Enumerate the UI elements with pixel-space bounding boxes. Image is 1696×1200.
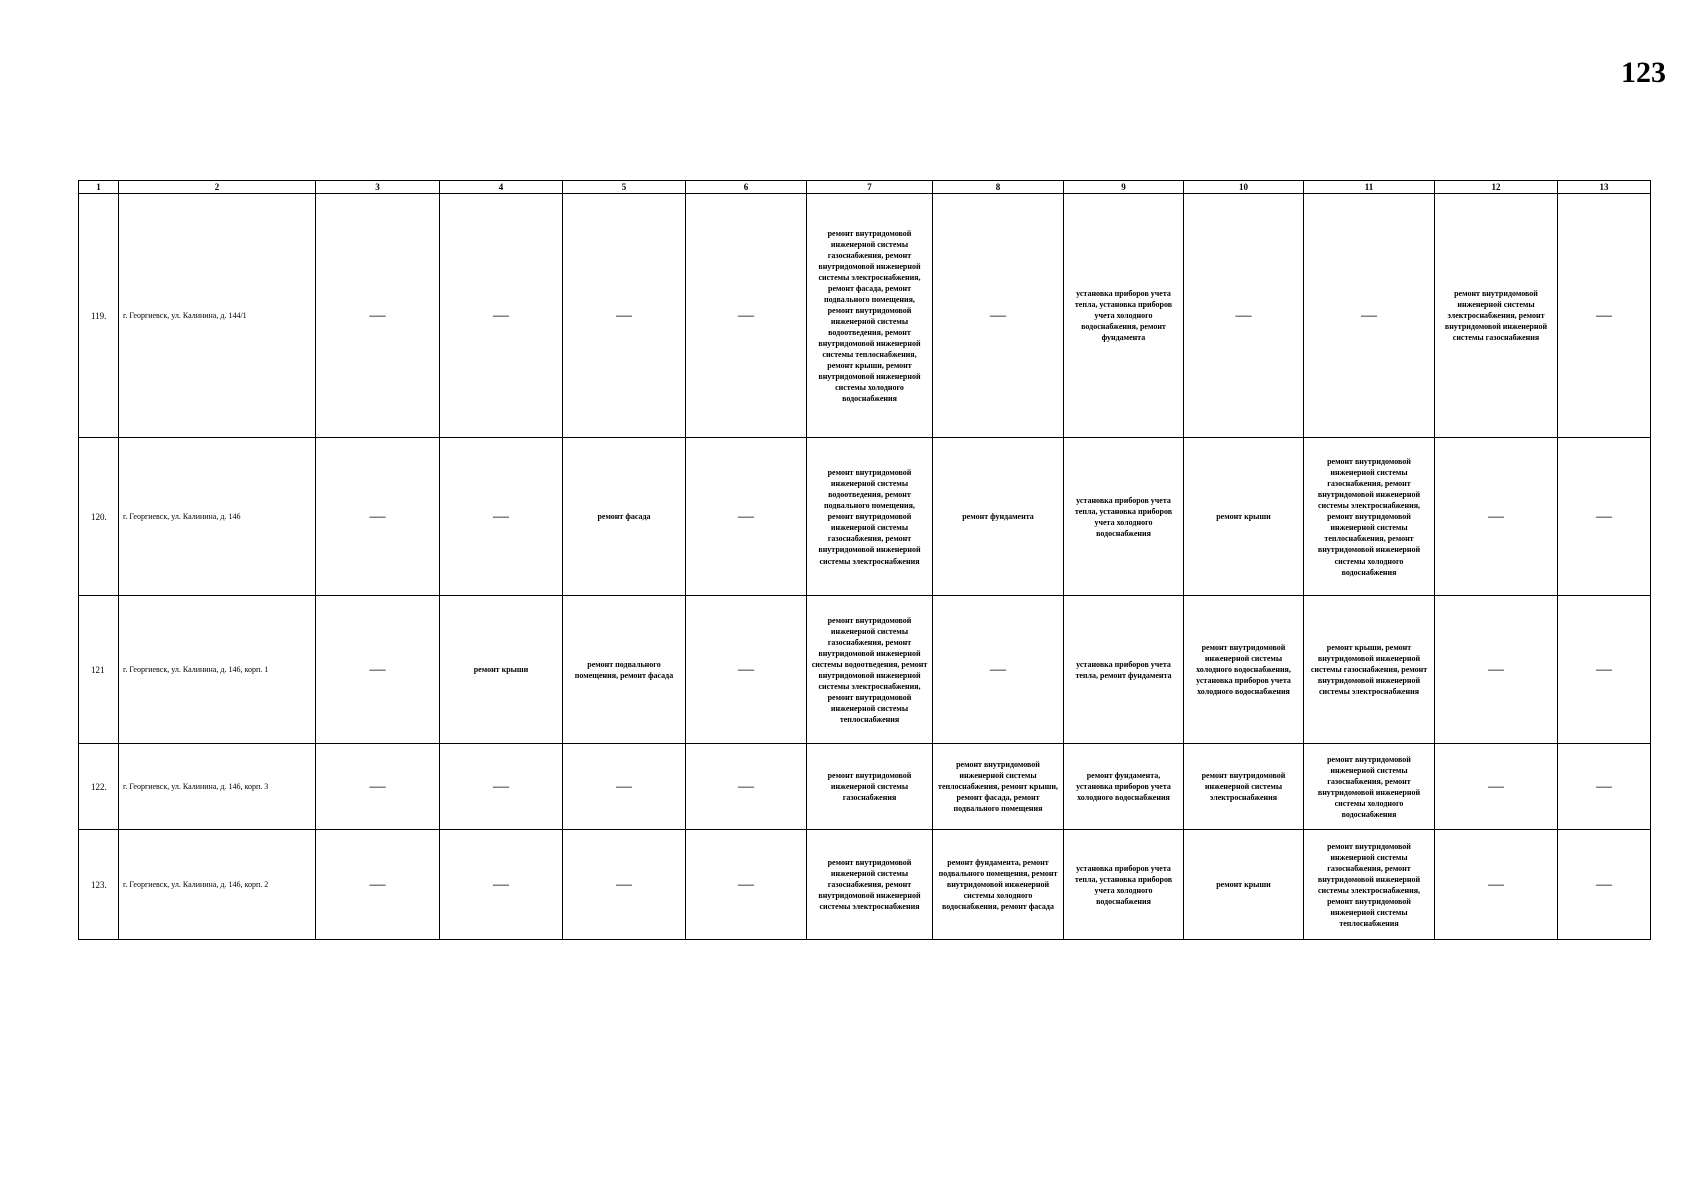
address-cell: г. Георгиевск, ул. Калинина, д. 146	[119, 438, 316, 596]
table-cell: ремонт внутридомовой инженерной системы электроснабжения, ремонт внутридомовой инженерной системы газоснабжения	[1435, 194, 1558, 438]
table-cell: ремонт внутридомовой инженерной системы газоснабжения, ремонт внутридомовой инженерной системы холодного водоснабжения	[1304, 744, 1435, 830]
table-cell: —	[563, 830, 686, 940]
table-cell: —	[1304, 194, 1435, 438]
column-header: 7	[807, 181, 933, 194]
address-cell: г. Георгиевск, ул. Калинина, д. 146, корп. 1	[119, 596, 316, 744]
table-cell: ремонт внутридомовой инженерной системы водоотведения, ремонт подвального помещения, ремонт внутридомовой инженерной системы газоснабжения, ремонт внутридомовой инженерной системы электроснабжения	[807, 438, 933, 596]
table-cell: установка приборов учета тепла, установка приборов учета холодного водоснабжения	[1064, 830, 1184, 940]
address-cell: г. Георгиевск, ул. Калинина, д. 146, корп. 2	[119, 830, 316, 940]
table-cell: —	[316, 438, 440, 596]
table-cell: —	[563, 194, 686, 438]
column-header: 6	[686, 181, 807, 194]
table-cell: —	[440, 438, 563, 596]
table-cell: —	[1558, 438, 1651, 596]
table-cell: ремонт фундамента, ремонт подвального помещения, ремонт внутридомовой инженерной системы холодного водоснабжения, ремонт фасада	[933, 830, 1064, 940]
table-cell: —	[1435, 744, 1558, 830]
column-header: 12	[1435, 181, 1558, 194]
table-row	[79, 830, 1651, 940]
table-cell: ремонт крыши, ремонт внутридомовой инженерной системы газоснабжения, ремонт внутридомовой инженерной системы электроснабжения	[1304, 596, 1435, 744]
table-row	[79, 194, 1651, 438]
address-cell: г. Георгиевск, ул. Калинина, д. 146, корп. 3	[119, 744, 316, 830]
table-cell: —	[440, 830, 563, 940]
table-cell: ремонт фундамента, установка приборов учета холодного водоснабжения	[1064, 744, 1184, 830]
row-number: 122.	[79, 744, 119, 830]
column-header: 2	[119, 181, 316, 194]
table-cell: установка приборов учета тепла, установка приборов учета холодного водоснабжения	[1064, 438, 1184, 596]
table-cell: —	[686, 438, 807, 596]
table-cell: —	[686, 194, 807, 438]
table-cell: ремонт внутридомовой инженерной системы теплоснабжения, ремонт крыши, ремонт фасада, ремонт подвального помещения	[933, 744, 1064, 830]
table-cell: ремонт внутридомовой инженерной системы газоснабжения, ремонт внутридомовой инженерной системы электроснабжения	[807, 830, 933, 940]
row-number: 120.	[79, 438, 119, 596]
column-header: 11	[1304, 181, 1435, 194]
table-cell: ремонт внутридомовой инженерной системы газоснабжения, ремонт внутридомовой инженерной системы электроснабжения, ремонт внутридомовой инженерной системы теплоснабжения, ремонт внутридомовой инженерной системы холодного водоснабжения	[1304, 438, 1435, 596]
table-cell: ремонт крыши	[440, 596, 563, 744]
table-cell: —	[933, 194, 1064, 438]
table-cell: —	[686, 596, 807, 744]
page-number: 123	[1621, 56, 1666, 89]
table-row	[79, 596, 1651, 744]
table-cell: —	[316, 830, 440, 940]
table-cell: ремонт внутридомовой инженерной системы газоснабжения, ремонт внутридомовой инженерной системы водоотведения, ремонт внутридомовой инженерной системы электроснабжения, ремонт внутридомовой инженерной системы теплоснабжения	[807, 596, 933, 744]
row-number: 121	[79, 596, 119, 744]
column-header: 1	[79, 181, 119, 194]
table-cell: —	[686, 744, 807, 830]
address-cell: г. Георгиевск, ул. Калинина, д. 144/1	[119, 194, 316, 438]
column-header: 10	[1184, 181, 1304, 194]
table-cell: —	[1558, 596, 1651, 744]
column-header: 4	[440, 181, 563, 194]
column-header: 13	[1558, 181, 1651, 194]
repair-schedule-table	[78, 180, 1651, 940]
table-cell: —	[1435, 596, 1558, 744]
column-header: 3	[316, 181, 440, 194]
table-cell: —	[933, 596, 1064, 744]
table-cell: ремонт крыши	[1184, 438, 1304, 596]
table-row	[79, 744, 1651, 830]
table-cell: —	[1435, 438, 1558, 596]
table-row	[79, 438, 1651, 596]
table-cell: —	[1558, 194, 1651, 438]
table-cell: —	[686, 830, 807, 940]
table-cell: —	[1558, 744, 1651, 830]
table-cell: —	[563, 744, 686, 830]
table-cell: ремонт внутридомовой инженерной системы газоснабжения	[807, 744, 933, 830]
column-header: 8	[933, 181, 1064, 194]
table-cell: ремонт внутридомовой инженерной системы газоснабжения, ремонт внутридомовой инженерной системы электроснабжения, ремонт внутридомовой инженерной системы теплоснабжения	[1304, 830, 1435, 940]
table-cell: —	[440, 194, 563, 438]
table-cell: —	[1184, 194, 1304, 438]
row-number: 123.	[79, 830, 119, 940]
table-cell: установка приборов учета тепла, установка приборов учета холодного водоснабжения, ремонт фундамента	[1064, 194, 1184, 438]
column-header: 5	[563, 181, 686, 194]
table-cell: —	[316, 596, 440, 744]
row-number: 119.	[79, 194, 119, 438]
table-cell: —	[440, 744, 563, 830]
table-cell: ремонт крыши	[1184, 830, 1304, 940]
table-cell: —	[1435, 830, 1558, 940]
column-header: 9	[1064, 181, 1184, 194]
table-cell: ремонт внутридомовой инженерной системы газоснабжения, ремонт внутридомовой инженерной системы электроснабжения, ремонт фасада, ремонт подвального помещения, ремонт внутридомовой инженерной системы водоотведения, ремонт внутридомовой инженерной системы теплоснабжения, ремонт крыши, ремонт внутридомовой инженерной системы холодного водоснабжения	[807, 194, 933, 438]
table-cell: ремонт внутридомовой инженерной системы холодного водоснабжения, установка приборов учета холодного водоснабжения	[1184, 596, 1304, 744]
table-cell: —	[316, 744, 440, 830]
table-cell: ремонт фасада	[563, 438, 686, 596]
table-cell: ремонт внутридомовой инженерной системы электроснабжения	[1184, 744, 1304, 830]
table-cell: установка приборов учета тепла, ремонт фундамента	[1064, 596, 1184, 744]
table-header-row	[79, 181, 1651, 194]
table-cell: —	[1558, 830, 1651, 940]
table-cell: —	[316, 194, 440, 438]
table-cell: ремонт подвального помещения, ремонт фасада	[563, 596, 686, 744]
table-cell: ремонт фундамента	[933, 438, 1064, 596]
